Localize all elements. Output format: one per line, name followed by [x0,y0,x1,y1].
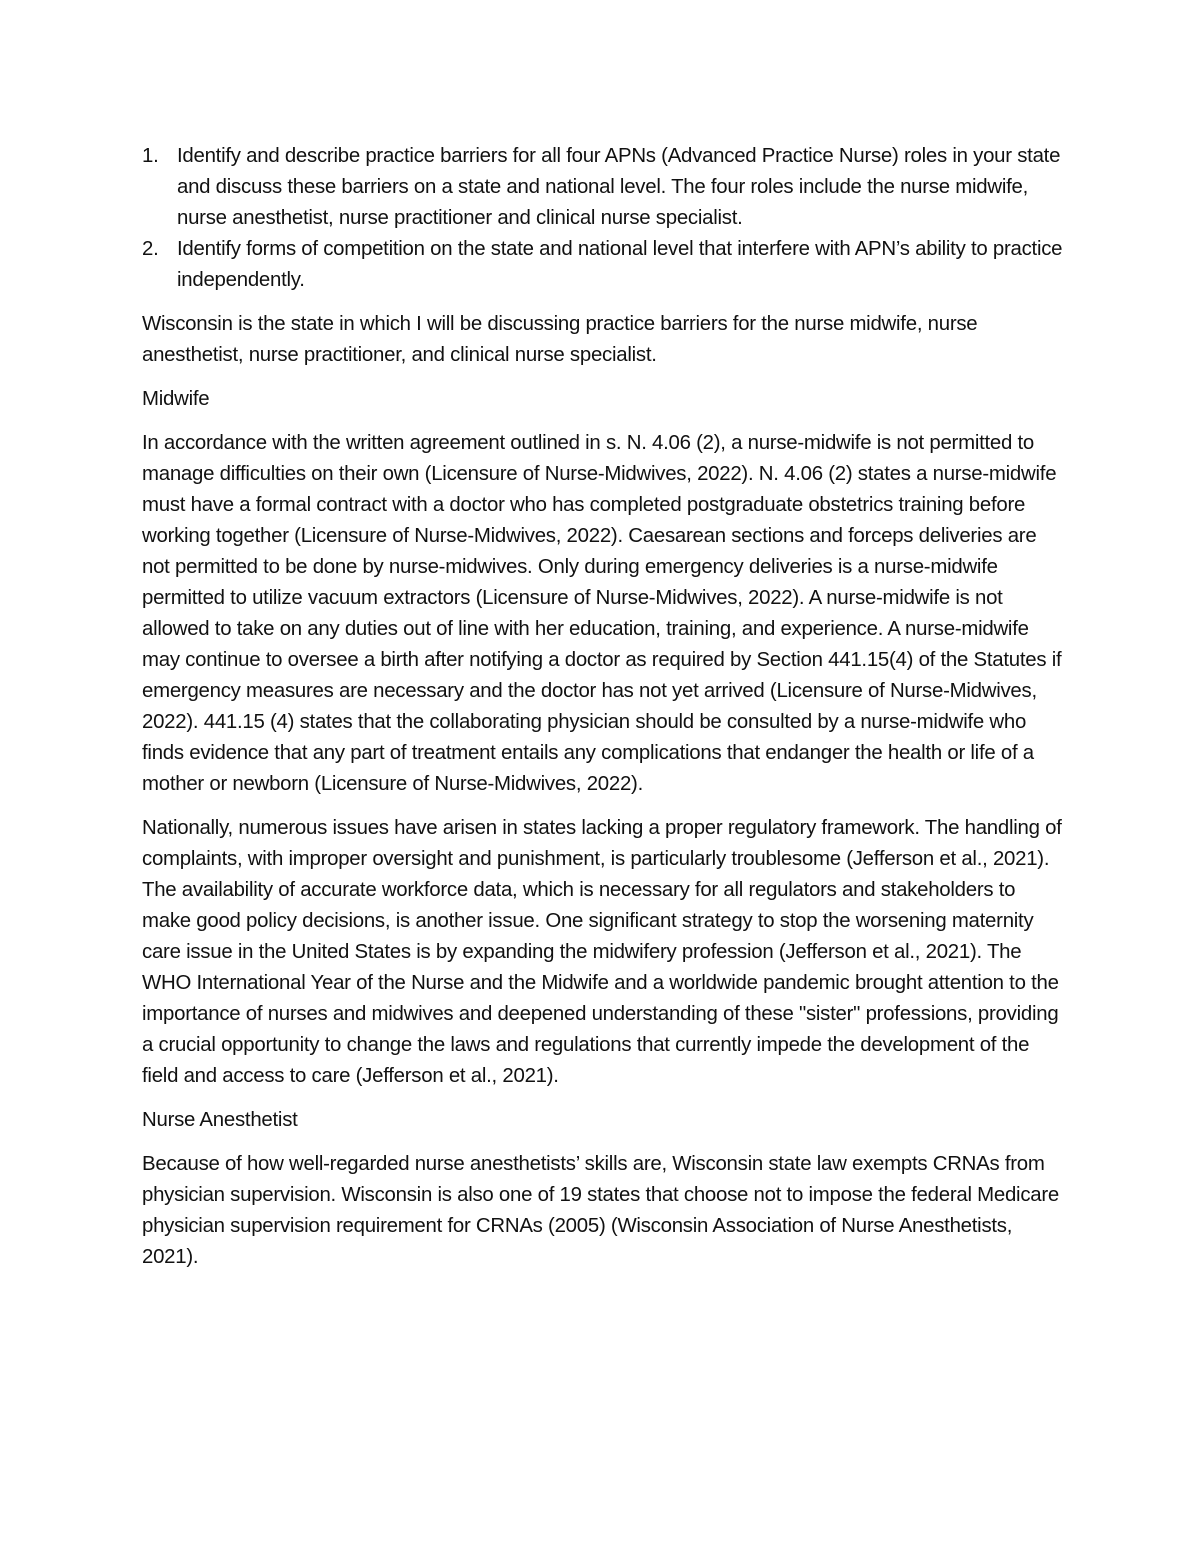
question-text: Identify forms of competition on the state and national level that interfere with APN’s ability to practice independently. [177,238,1063,291]
midwife-paragraph-state: In accordance with the written agreement outlined in s. N. 4.06 (2), a nurse-midwife is not permitted to manage difficulties on their own (Licensure of Nurse-Midwives, 2022). N. 4.06 (2) states a nurse-midwife must have a formal contract with a doctor who has completed postgraduate obstetrics training before working together (Licensure of Nurse-Midwives, 2022). Caesarean sections and forceps deliveries are not permitted to be done by nurse-midwives. Only during emergency deliveries is a nurse-midwife permitted to utilize vacuum extractors (Licensure of Nurse-Midwives, 2022). A nurse-midwife is not allowed to take on any duties out of line with her education, training, and experience. A nurse-midwife may continue to oversee a birth after notifying a doctor as required by Section 441.15(4) of the Statutes if emergency measures are necessary and the doctor has not yet arrived (Licensure of Nurse-Midwives, 2022). 441.15 (4) states that the collaborating physician should be consulted by a nurse-midwife who finds evidence that any part of treatment entails any complications that endanger the health or life of a mother or newborn (Licensure of Nurse-Midwives, 2022). [142,432,1062,795]
question-list [142,141,1067,296]
midwife-paragraph-national: Nationally, numerous issues have arisen in states lacking a proper regulatory framework. The handling of complaints, with improper oversight and punishment, is particularly troublesome (Jefferson et al., 2021). The availability of accurate workforce data, which is necessary for all regulators and stakeholders to make good policy decisions, is another issue. One significant strategy to stop the worsening maternity care issue in the United States is by expanding the midwifery profession (Jefferson et al., 2021). The WHO International Year of the Nurse and the Midwife and a worldwide pandemic brought attention to the importance of nurses and midwives and deepened understanding of these "sister" professions, providing a crucial opportunity to change the laws and regulations that currently impede the development of the field and access to care (Jefferson et al., 2021). [142,817,1062,1087]
question-text: Identify and describe practice barriers for all four APNs (Advanced Practice Nurse) roles in your state and discuss these barriers on a state and national level. The four roles include the nurse midwife, nurse anesthetist, nurse practitioner and clinical nurse specialist. [177,145,1061,229]
question-item [142,141,1067,234]
document-body [142,141,1067,1286]
question-item [142,234,1067,296]
section-heading-nurse-anesthetist: Nurse Anesthetist [142,1109,298,1131]
section-heading-midwife: Midwife [142,388,210,410]
intro-paragraph: Wisconsin is the state in which I will be discussing practice barriers for the nurse midwife, nurse anesthetist, nurse practitioner, and clinical nurse specialist. [142,313,978,366]
anesthetist-paragraph-state: Because of how well-regarded nurse anesthetists’ skills are, Wisconsin state law exempts CRNAs from physician supervision. Wisconsin is also one of 19 states that choose not to impose the federal Medicare physician supervision requirement for CRNAs (2005) (Wisconsin Association of Nurse Anesthetists, 2021). [142,1153,1060,1268]
question-number: 2. [142,238,159,260]
question-number: 1. [142,145,159,167]
